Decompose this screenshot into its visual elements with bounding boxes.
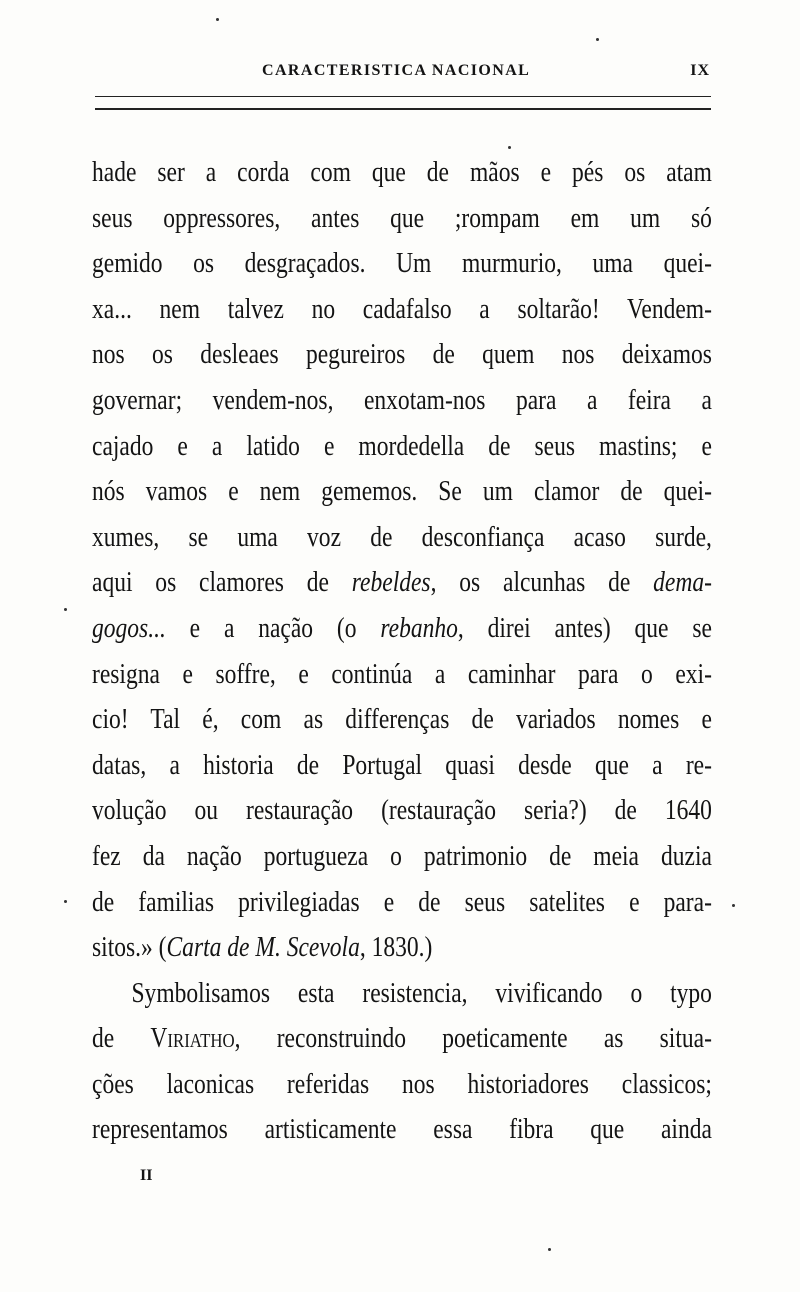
text-run: aqui os clamores de bbox=[92, 567, 352, 599]
print-speck bbox=[64, 900, 67, 903]
text-line: gemido os desgraçados. Um murmurio, uma quei- bbox=[92, 248, 712, 280]
text-line: fez da nação portugueza o patrimonio de meia duzia bbox=[92, 840, 712, 872]
text-line: seus oppressores, antes que ;rompam em um só bbox=[92, 202, 712, 234]
print-speck bbox=[596, 38, 599, 41]
paragraph-first-line: Symbolisamos esta resistencia, vivificando o typo bbox=[131, 977, 712, 1009]
text-line bbox=[92, 606, 712, 652]
print-speck bbox=[732, 904, 735, 907]
small-caps-name: Viriatho bbox=[150, 1023, 235, 1055]
text-line: cajado e a latido e mordedella de seus mastins; e bbox=[92, 430, 712, 462]
text-line: resigna e soffre, e continúa a caminhar para o exi- bbox=[92, 658, 712, 690]
text-line: volução ou restauração (restauração seria?) de 1640 bbox=[92, 795, 712, 827]
text-line bbox=[92, 560, 712, 606]
text-run: , 1830.) bbox=[359, 932, 433, 964]
text-line: representamos artisticamente essa fibra que ainda bbox=[92, 1114, 712, 1146]
text-line: xa... nem talvez no cadafalso a soltarão! Vendem- bbox=[92, 293, 712, 325]
text-line: de familias privilegiadas e de seus satelites e para- bbox=[92, 886, 712, 918]
text-run: , reconstruindo poeticamente as situa- bbox=[234, 1023, 712, 1055]
text-line: ções laconicas referidas nos historiadores classicos; bbox=[92, 1068, 712, 1100]
text-line: datas, a historia de Portugal quasi desde que a re- bbox=[92, 749, 712, 781]
citation: Carta de M. Scevola bbox=[166, 932, 360, 964]
text-run: , os alcunhas de bbox=[430, 567, 654, 599]
text-line: nós vamos e nem gememos. Se um clamor de quei- bbox=[92, 476, 712, 508]
text-run: sitos.» ( bbox=[92, 932, 167, 964]
text-line: nos os desleaes pegureiros de quem nos deixamos bbox=[92, 339, 712, 371]
print-speck bbox=[548, 1248, 551, 1251]
header-rule-thin bbox=[95, 96, 711, 97]
italic-term: gogos... bbox=[92, 612, 166, 644]
text-line bbox=[92, 925, 712, 971]
text-run: e a nação (o bbox=[165, 612, 381, 644]
text-line: hade ser a corda com que de mãos e pés os atam bbox=[92, 157, 712, 188]
text-line: xumes, se uma voz de desconfiança acaso surde, bbox=[92, 521, 712, 553]
text-run: de bbox=[92, 1023, 151, 1055]
italic-term: rebeldes bbox=[351, 567, 431, 599]
text-line: governar; vendem-nos, enxotam-nos para a feira a bbox=[92, 384, 712, 416]
page-number: IX bbox=[690, 62, 710, 79]
text-run: , direi antes) que se bbox=[457, 612, 712, 644]
header-rule-thick bbox=[95, 108, 711, 110]
text-line bbox=[92, 1016, 712, 1062]
signature-mark: II bbox=[140, 1167, 153, 1184]
running-title: CARACTERISTICA NACIONAL bbox=[262, 62, 531, 79]
print-speck bbox=[64, 608, 67, 611]
italic-term: rebanho bbox=[380, 612, 458, 644]
body-text bbox=[92, 150, 712, 1153]
print-speck bbox=[508, 146, 511, 149]
italic-term: dema- bbox=[653, 567, 712, 599]
running-header bbox=[92, 62, 710, 84]
text-line: cio! Tal é, com as differenças de variados nomes e bbox=[92, 704, 712, 736]
print-speck bbox=[216, 18, 219, 21]
